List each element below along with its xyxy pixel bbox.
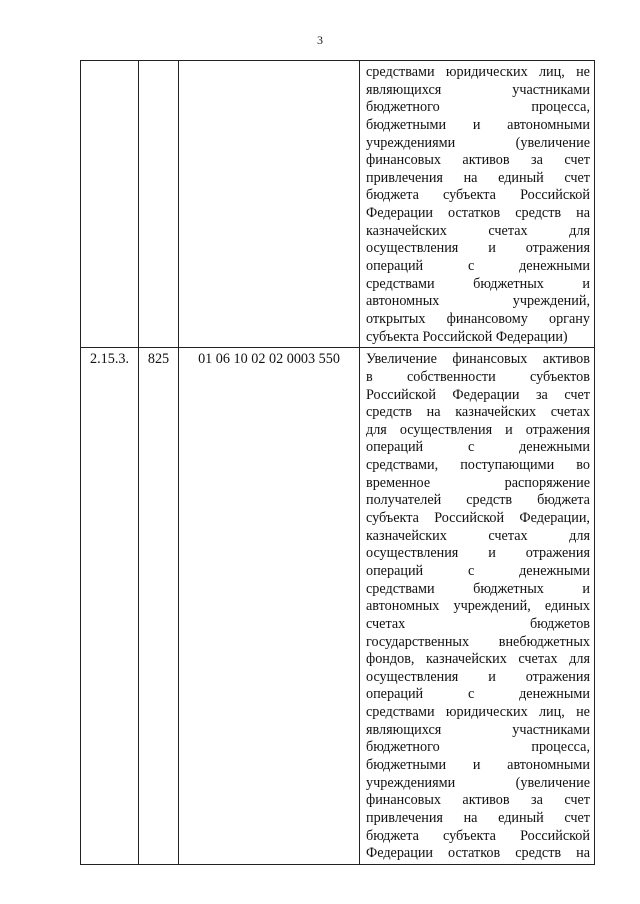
text-line: субъекта Российской Федерации) — [366, 328, 568, 345]
text-line: для осуществления и отражения — [366, 421, 590, 438]
text-line: финансовых активов за счет — [366, 152, 590, 169]
text-line: операций с денежными — [366, 562, 590, 579]
text-line: операций с денежными — [366, 439, 590, 456]
text-line: государственных внебюджетных — [366, 633, 590, 650]
text-line: автономных учреждений, — [366, 293, 590, 310]
text-line: осуществления и отражения — [366, 668, 590, 685]
document-table — [80, 60, 595, 865]
text-line: фондов, казначейских счетах для — [366, 651, 590, 668]
description-cell — [360, 348, 595, 865]
text-line: временное распоряжение — [366, 474, 590, 491]
table-row — [81, 61, 595, 348]
text-line: бюджетными и автономными — [366, 756, 590, 773]
row-number-cell: 2.15.3. — [81, 348, 139, 865]
text-line: операций с денежными — [366, 686, 590, 703]
text-line: Российской Федерации за счет — [366, 386, 590, 403]
text-line: средствами бюджетных и — [366, 580, 590, 597]
text-line: автономных учреждений, единых — [366, 598, 590, 615]
text-line: бюджетного процесса, — [366, 99, 590, 116]
text-line: средствами бюджетных и — [366, 275, 590, 292]
budget-code-cell: 01 06 10 02 02 0003 550 — [179, 348, 360, 865]
text-line: средств на казначейских счетах — [366, 404, 590, 421]
budget-code-cell — [179, 61, 360, 348]
admin-code-cell: 825 — [139, 348, 179, 865]
text-line: бюджетного процесса, — [366, 739, 590, 756]
text-line: бюджета субъекта Российской — [366, 827, 590, 844]
text-line: казначейских счетах для — [366, 527, 590, 544]
text-line: средствами, поступающими во — [366, 457, 590, 474]
text-line: открытых финансовому органу — [366, 310, 590, 327]
text-line: казначейских счетах для — [366, 222, 590, 239]
text-line: средствами юридических лиц, не — [366, 64, 590, 80]
text-line: Федерации остатков средств на — [366, 205, 590, 222]
text-line: Федерации остатков средств на — [366, 845, 590, 862]
description-cell — [360, 61, 595, 348]
text-line: получателей средств бюджета — [366, 492, 590, 509]
text-line: субъекта Российской Федерации, — [366, 510, 590, 527]
text-line: финансовых активов за счет — [366, 792, 590, 809]
text-line: счетах бюджетов — [366, 615, 590, 632]
text-line: учреждениями (увеличение — [366, 134, 590, 151]
row-number-cell — [81, 61, 139, 348]
text-line: Увеличение финансовых активов — [366, 351, 590, 368]
text-line: являющихся участниками — [366, 721, 590, 738]
table-row — [81, 348, 595, 865]
text-line: учреждениями (увеличение — [366, 774, 590, 791]
admin-code-cell — [139, 61, 179, 348]
text-line: операций с денежными — [366, 258, 590, 275]
text-line: являющихся участниками — [366, 81, 590, 98]
text-line: осуществления и отражения — [366, 240, 590, 257]
page-number: 3 — [317, 33, 323, 47]
text-line: средствами юридических лиц, не — [366, 704, 590, 721]
text-line: в собственности субъектов — [366, 368, 590, 385]
text-line: привлечения на единый счет — [366, 169, 590, 186]
text-line: осуществления и отражения — [366, 545, 590, 562]
text-line: бюджета субъекта Российской — [366, 187, 590, 204]
text-line: бюджетными и автономными — [366, 116, 590, 133]
text-line: привлечения на единый счет — [366, 809, 590, 826]
